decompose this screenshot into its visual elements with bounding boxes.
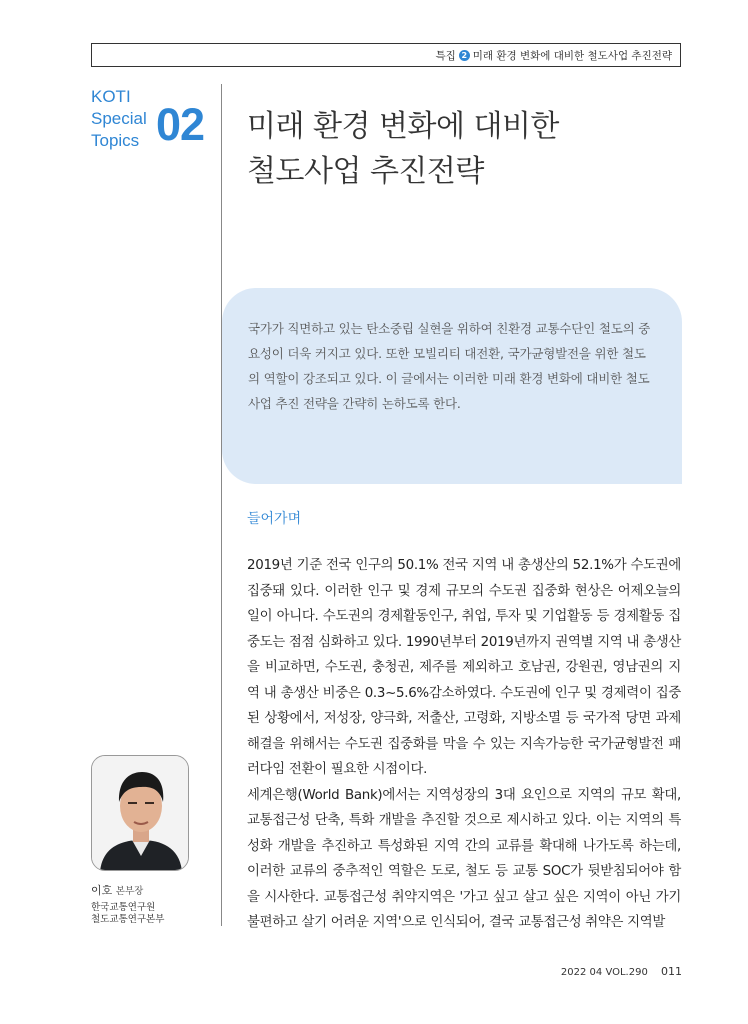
author-name: 이호	[91, 884, 113, 897]
article-title-line2: 철도사업 추진전략	[247, 154, 484, 189]
page-number: 011	[661, 965, 682, 978]
body-text	[247, 553, 681, 936]
issue-info: 2022 04 VOL.290	[560, 967, 648, 978]
header-number-badge: 2	[459, 50, 470, 61]
series-label-line1: KOTI	[91, 87, 131, 106]
header-prefix: 특집	[435, 50, 456, 62]
running-header-text	[435, 48, 672, 63]
author-photo	[91, 755, 189, 871]
body-paragraph: 2019년 기준 전국 인구의 50.1% 전국 지역 내 총생산의 52.1%가 수도권에 집중돼 있다. 이러한 인구 및 경제 규모의 수도권 집중화 현상은 어제오늘의 일이 아니다. 수도권의 경제활동인구, 취업, 투자 및 기업활동 등 경제활동 집중도는 점점 심화하고 있다. 1990년부터 2019년까지 권역별 지역 내 총생산을 비교하면, 수도권, 충청권, 제주를 제외하고 호남권, 강원권, 영남권의 지역 내 총생산 비중은 0.3~5.6%감소하였다. 수도권에 인구 및 경제력이 집중된 상황에서, 저성장, 양극화, 저출산, 고령화, 지방소멸 등 국가적 당면 과제 해결을 위해서는 수도권 집중화를 막을 수 있는 지속가능한 국가균형발전 패러다임 전환이 필요한 시점이다.	[247, 558, 681, 777]
section-heading: 들어가며	[247, 511, 302, 527]
author-role: 본부장	[115, 886, 144, 897]
body-paragraph: 세계은행(World Bank)에서는 지역성장의 3대 요인으로 지역의 규모 확대, 교통접근성 단축, 특화 개발을 추진할 것으로 제시하고 있다. 이는 지역의 특성화 개발을 추진하고 특성화된 지역 간의 교류를 확대해 나가도록 하는데, 이러한 교류의 중추적인 역할은 도로, 철도 등 교통 SOC가 뒷받침되어야 함을 시사한다. 교통접근성 취약지역은 '가고 싶고 살고 싶은 지역이 아닌 가기 불편하고 살기 어려운 지역'으로 인식되어, 결국 교통접근성 취약은 지역발	[247, 787, 681, 930]
author-portrait-icon	[92, 756, 189, 871]
author-info	[91, 884, 164, 926]
column-divider	[221, 84, 222, 926]
abstract-box	[222, 288, 682, 484]
series-label-line3: Topics	[91, 131, 140, 150]
series-label	[91, 86, 147, 152]
author-org-line2: 철도교통연구본부	[91, 914, 165, 925]
abstract-text: 국가가 직면하고 있는 탄소중립 실현을 위하여 친환경 교통수단인 철도의 중요성이 더욱 커지고 있다. 또한 모빌리티 대전환, 국가균형발전을 위한 철도의 역할이 강조되고 있다. 이 글에서는 이러한 미래 환경 변화에 대비한 철도사업 추진 전략을 간략히 논하도록 한다.	[248, 321, 651, 411]
article-title-line1: 미래 환경 변화에 대비한	[247, 109, 559, 144]
series-number: 02	[156, 99, 205, 150]
series-label-line2: Special	[91, 109, 147, 128]
running-header	[91, 43, 681, 67]
page-footer	[561, 965, 682, 978]
author-org-line1: 한국교통연구원	[91, 902, 156, 913]
header-title: 미래 환경 변화에 대비한 철도사업 추진전략	[472, 50, 672, 62]
article-title	[247, 104, 667, 194]
